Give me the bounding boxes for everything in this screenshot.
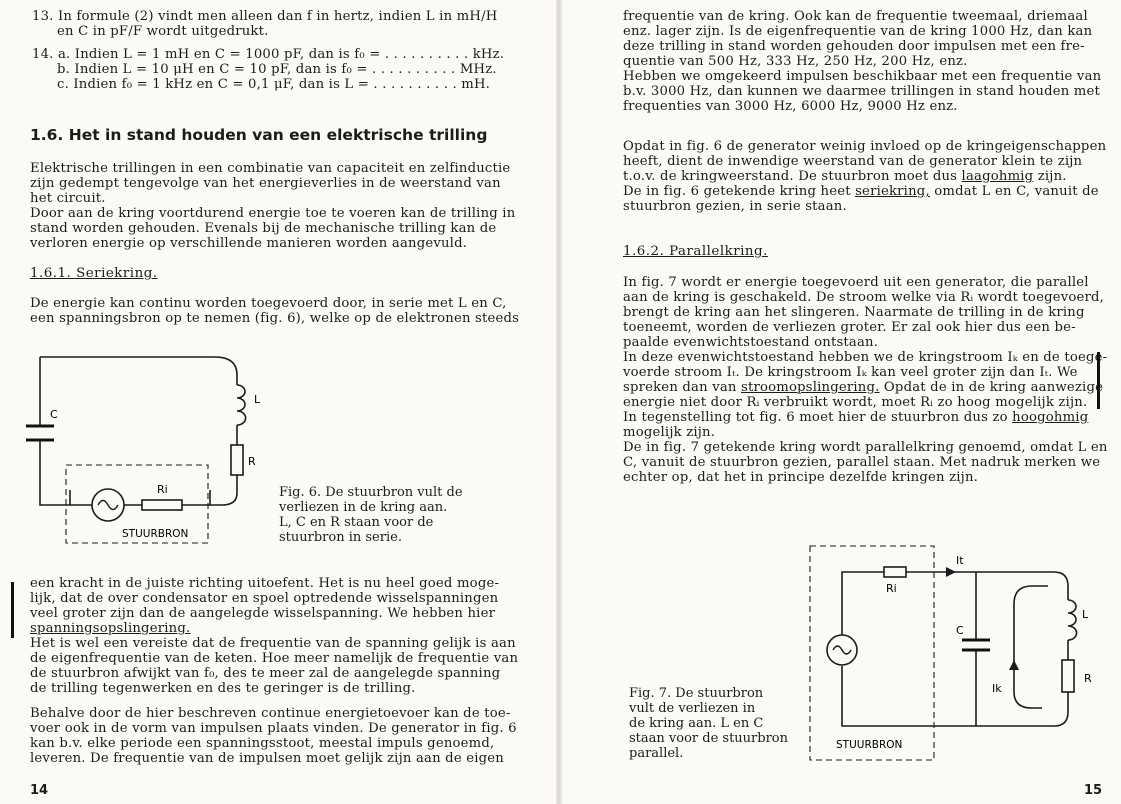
current-ik-arrow bbox=[1009, 660, 1019, 670]
label-ri: Ri bbox=[157, 483, 168, 496]
page-number-right: 15 bbox=[1084, 783, 1103, 798]
term-stroomopslingering: stroomopslingering. bbox=[741, 380, 880, 395]
question-14a: 14. a. Indien L = 1 mH en C = 1000 pF, dan is f₀ = . . . . . . . . . . kHz. bbox=[32, 47, 505, 62]
inductor-symbol bbox=[1068, 600, 1077, 640]
label-r: R bbox=[248, 455, 256, 468]
resistor-ri-symbol bbox=[884, 567, 906, 577]
figure-6-circuit bbox=[22, 345, 272, 550]
subsection-seriekring: 1.6.1. Seriekring. bbox=[30, 266, 158, 281]
question-14b: b. Indien L = 10 μH en C = 10 pF, dan is f₀ = . . . . . . . . . . MHz. bbox=[57, 62, 497, 77]
label-l: L bbox=[1082, 608, 1089, 621]
capacitor-symbol bbox=[962, 640, 990, 650]
question-13-cont: en C in pF/F wordt uitgedrukt. bbox=[57, 24, 269, 39]
label-stuurbron: STUURBRON bbox=[122, 528, 189, 540]
subsection-parallelkring: 1.6.2. Parallelkring. bbox=[623, 244, 768, 259]
label-r: R bbox=[1084, 672, 1092, 685]
question-13: 13. In formule (2) vindt men alleen dan f in hertz, indien L in mH/H bbox=[32, 9, 498, 24]
left-page: 13. In formule (2) vindt men alleen dan f in hertz, indien L in mH/H en C in pF/F wordt uitgedrukt. 14. a. Indien L = 1 mH en C = 1000 pF, dan is f₀ = . . . . . . . . . . kHz. b. Indien L = 10 μH en C = 10 pF, dan is f₀ = . . . . . . . . . . MHz. c. Indien f₀ = 1 kHz en C = 0,1 μF, dan is L = . . . . . . . . . . mH. 1.6. Het in stand houden van een elektrische trilling Elektrische trillingen in een combinatie van capaciteit en zelfinductie zijn gedempt tengevolge van het energieverlies in de weerstand van het circuit. Door aan de kring voortdurend energie toe te voeren kan de trilling in stand worden gehouden. Evenals bij de mechanische trilling kan de verloren energie op verschillende manieren worden aangevuld. 1.6.1. Seriekring. De energie kan continu worden toegevoerd door, in serie met L en C, een spanningsbron op te nemen (fig. 6), welke op de elektronen steeds C L R Ri STUURBRON Fig. 6. De stuurbron vult de verliezen in de kring aan. L, C en R staan voor de stuurbron in serie. een kracht in de juiste richting uitoefent. Het is nu heel goed moge- lijk, dat de over condensator en spoel optredende wisselspanningen veel groter zijn dan de aangelegde wisselspanning. We hebben hier spanningsopslingering. Het is wel een vereiste dat de frequentie van de spanning gelijk is aan de eigenfrequentie van de keten. Hoe meer namelijk de frequentie van de stuurbron afwijkt van f₀, des te meer zal de aangelegde spanning de trilling tegenwerken en des te geringer is de trilling. Behalve door de hier beschreven continue energietoevoer kan de toe- voer ook in de vorm van impulsen plaats vinden. De generator in fig. 6 kan b.v. elke periode een spanningsstoot, meestal impuls genoemd, leveren. De frequentie van de impulsen moet gelijk zijn aan de eigen 14 bbox=[0, 0, 556, 804]
label-ik: Ik bbox=[992, 682, 1002, 695]
section-heading: 1.6. Het in stand houden van een elektrische trilling bbox=[30, 126, 488, 144]
change-bar bbox=[11, 582, 14, 638]
label-stuurbron: STUURBRON bbox=[836, 739, 903, 751]
label-l: L bbox=[254, 393, 261, 406]
term-hoogohmig: hoogohmig bbox=[1012, 410, 1089, 425]
figure-7-circuit bbox=[806, 540, 1106, 770]
resistor-r-symbol bbox=[1062, 660, 1074, 692]
current-it-arrow bbox=[946, 567, 956, 577]
label-it: It bbox=[956, 554, 964, 567]
page-number-left: 14 bbox=[30, 783, 49, 798]
term-seriekring: seriekring, bbox=[855, 184, 930, 199]
inductor-symbol bbox=[237, 385, 246, 425]
label-c: C bbox=[50, 408, 58, 421]
term-spanningsopslingering: spanningsopslingering. bbox=[30, 621, 191, 636]
term-laagohmig: laagohmig bbox=[961, 169, 1034, 184]
label-ri: Ri bbox=[886, 582, 897, 595]
right-page: frequentie van de kring. Ook kan de frequentie tweemaal, driemaal enz. lager zijn. Is de eigenfrequentie van de kring 1000 Hz, dan kan deze trilling in stand worden gehouden door impulsen met een fre- quentie van 500 Hz, 333 Hz, 250 Hz, 200 Hz, enz. Hebben we omgekeerd impulsen beschikbaar met een frequentie van b.v. 3000 Hz, dan kunnen we daarmee trillingen in stand houden met frequenties van 3000 Hz, 6000 Hz, 9000 Hz enz. Opdat in fig. 6 de generator weinig invloed op de kringeigenschappen heeft, dient de inwendige weerstand van de generator klein te zijn t.o.v. de kringweerstand. De stuurbron moet dus laagohmig zijn. De in fig. 6 getekende kring heet seriekring, omdat L en C, vanuit de stuurbron gezien, in serie staan. 1.6.2. Parallelkring. In fig. 7 wordt er energie toegevoerd uit een generator, die parallel aan de kring is geschakeld. De stroom welke via Rᵢ wordt toegevoerd, brengt de kring aan het slingeren. Naarmate de trilling in de kring toeneemt, worden de verliezen groter. Er zal ook hier dus een be- paalde evenwichtstoestand ontstaan. In deze evenwichtstoestand hebben we de kringstroom Iₖ en de toege- voerde stroom Iₜ. De kringstroom Iₖ kan veel groter zijn dan Iₜ. We spreken dan van stroomopslingering. Opdat de in de kring aanwezige energie niet door Rᵢ verbruikt wordt, moet Rᵢ zo hoog mogelijk zijn. In tegenstelling tot fig. 6 moet hier de stuurbron dus zo hoogohmig mogelijk zijn. De in fig. 7 getekende kring wordt parallelkring genoemd, omdat L en C, vanuit de stuurbron gezien, parallel staan. Met nadruk merken we echter op, dat het in principe dezelfde kringen zijn. It Ri C L Ik R STUURBRON Fig. 7. De stuurbron vult de verliezen in de kring aan. L en C staan voor de stuurbron parallel. 15 bbox=[562, 0, 1121, 804]
question-14c: c. Indien f₀ = 1 kHz en C = 0,1 μF, dan is L = . . . . . . . . . . mH. bbox=[57, 77, 491, 92]
resistor-r-symbol bbox=[231, 445, 243, 475]
resistor-ri-symbol bbox=[142, 500, 182, 510]
label-c: C bbox=[956, 624, 964, 637]
capacitor-symbol bbox=[26, 426, 54, 440]
